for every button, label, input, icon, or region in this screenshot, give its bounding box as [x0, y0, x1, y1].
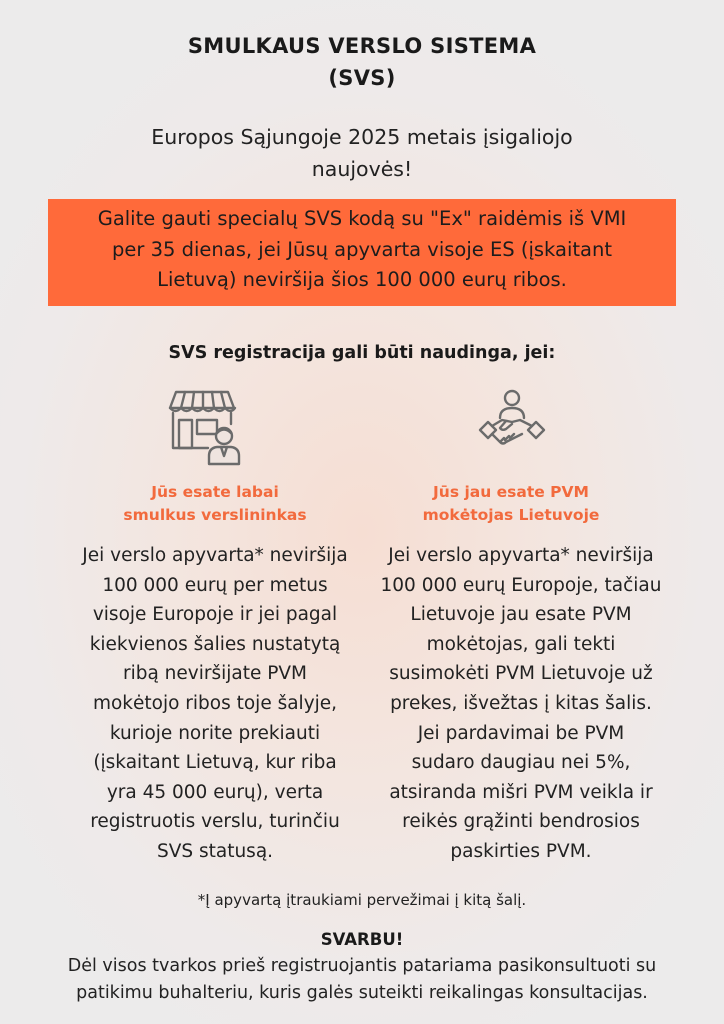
text-line: visoje Europoje ir jei pagal: [92, 604, 338, 626]
left-title-line-2: smulkus verslininkas: [123, 506, 307, 524]
important-line-2: patikimu buhalteriu, kuris galės suteikti reikalingas konsultacijas.: [76, 983, 648, 1003]
important-label: SVARBU!: [320, 930, 404, 949]
text-line: mokėtojas, gali tekti: [426, 633, 616, 655]
text-line: (įskaitant Lietuvą, kur riba: [93, 752, 337, 774]
text-line: Lietuvoje jau esate PVM: [410, 604, 632, 626]
text-line: sudaro daugiau nei 5%,: [411, 752, 631, 774]
handshake-icon: [476, 386, 548, 458]
intro-line-1: Europos Sąjungoje 2025 metais įsigaliojo: [151, 125, 573, 149]
right-column-text: [346, 541, 696, 867]
text-line: Jei pardavimai be PVM: [417, 722, 625, 744]
left-title-line-1: Jūs esate labai: [151, 483, 279, 501]
highlight-box: [48, 199, 676, 306]
highlight-line-2: per 35 dienas, jei Jūsų apyvarta visoje ES (įskaitant: [112, 237, 612, 261]
text-line: paskirties PVM.: [450, 840, 592, 862]
text-line: Jei verslo apyvarta* neviršija: [388, 545, 654, 566]
text-line: 100 000 eurų per metus: [102, 574, 328, 596]
text-line: ribą neviršijate PVM: [122, 663, 308, 685]
text-line: registruotis verslu, turinčiu: [90, 811, 340, 833]
text-line: prekes, išvežtas į kitas šalis.: [390, 692, 652, 714]
highlight-line-1: Galite gauti specialų SVS kodą su "Ex" raidėmis iš VMI: [97, 207, 627, 230]
text-line: 100 000 eurų Europoje, tačiau: [380, 574, 662, 596]
page-title: [0, 30, 724, 94]
right-column-title: [386, 481, 636, 527]
left-column-text: [40, 541, 390, 867]
shop-owner-icon: [164, 386, 244, 466]
text-line: kiekvienos šalies nustatytą: [89, 633, 341, 655]
right-title-line-2: mokėtojas Lietuvoje: [422, 506, 600, 524]
text-line: reikės grąžinti bendrosios: [402, 811, 640, 833]
text-line: atsiranda mišri PVM veikla ir: [389, 781, 653, 803]
section-heading: SVS registracija gali būti naudinga, jei:: [168, 343, 556, 363]
intro-text: [80, 121, 644, 185]
footnote: *Į apyvartą įtraukiami pervežimai į kitą šalį.: [197, 891, 527, 909]
text-line: susimokėti PVM Lietuvoje už: [389, 663, 653, 685]
title-line-2: (SVS): [328, 66, 396, 90]
text-line: SVS statusą.: [156, 840, 274, 862]
important-line-1: Dėl visos tvarkos prieš registruojantis patariama pasikonsultuoti su: [67, 956, 657, 976]
text-line: mokėtojo ribos toje šalyje,: [92, 692, 338, 714]
left-column-title: [90, 481, 340, 527]
highlight-line-3: Lietuvą) neviršija šios 100 000 eurų ribos.: [157, 268, 567, 291]
text-line: kurioje norite prekiauti: [109, 722, 321, 744]
text-line: yra 45 000 eurų), verta: [106, 781, 324, 803]
right-title-line-1: Jūs jau esate PVM: [433, 483, 589, 501]
title-line-1: SMULKAUS VERSLO SISTEMA: [187, 34, 537, 58]
important-note: [20, 953, 704, 1007]
intro-line-2: naujovės!: [311, 157, 413, 181]
text-line: Jei verslo apyvarta* neviršija: [82, 545, 348, 566]
